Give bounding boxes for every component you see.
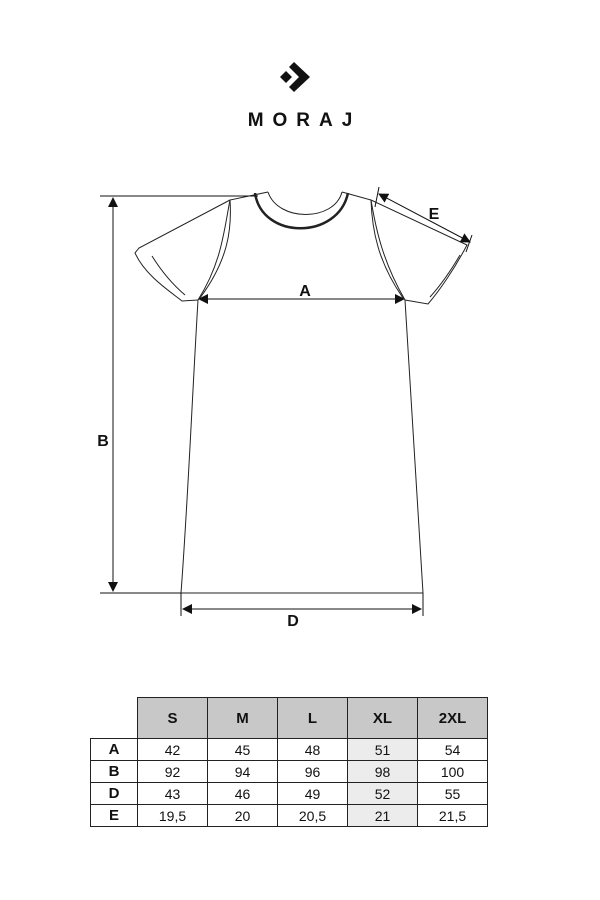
right-cuff-seam [430, 255, 460, 297]
dimension-b [100, 196, 258, 593]
table-cell: 100 [418, 761, 488, 783]
e-arrow [379, 194, 470, 242]
neckline-outer [255, 193, 348, 228]
left-cuff-seam [152, 256, 185, 295]
size-header-xl: XL [348, 698, 418, 739]
row-label: E [91, 805, 138, 827]
neckline-inner [268, 192, 342, 215]
dress-outline [135, 192, 467, 593]
table-cell: 54 [418, 739, 488, 761]
table-cell: 98 [348, 761, 418, 783]
table-row [91, 739, 488, 761]
table-cell: 21,5 [418, 805, 488, 827]
table-cell: 51 [348, 739, 418, 761]
dimension-e [375, 187, 472, 252]
table-row [91, 761, 488, 783]
row-label: B [91, 761, 138, 783]
size-header-l: L [278, 698, 348, 739]
table-cell: 42 [138, 739, 208, 761]
table-corner [91, 698, 138, 739]
table-cell: 19,5 [138, 805, 208, 827]
e-label: E [428, 206, 440, 223]
row-label: A [91, 739, 138, 761]
table-cell: 21 [348, 805, 418, 827]
table-cell: 45 [208, 739, 278, 761]
table-cell: 94 [208, 761, 278, 783]
table-cell: 20,5 [278, 805, 348, 827]
left-armhole-seam [200, 200, 230, 298]
size-header-2xl: 2XL [418, 698, 488, 739]
right-armhole-seam [371, 200, 403, 298]
b-label: B [97, 433, 109, 450]
size-chart-table [90, 697, 488, 827]
table-cell: 46 [208, 783, 278, 805]
e-extension-bottom [466, 235, 472, 252]
row-label: D [91, 783, 138, 805]
table-cell: 92 [138, 761, 208, 783]
table-cell: 52 [348, 783, 418, 805]
d-label: D [287, 613, 299, 630]
table-cell: 43 [138, 783, 208, 805]
table-cell: 20 [208, 805, 278, 827]
dress-body [181, 192, 423, 593]
table-cell: 48 [278, 739, 348, 761]
table-row [91, 783, 488, 805]
table-row [91, 805, 488, 827]
brand-name: MORAJ [247, 110, 362, 131]
left-sleeve [135, 200, 230, 301]
size-header-s: S [138, 698, 208, 739]
size-header-row [91, 698, 488, 739]
a-label: A [299, 283, 311, 300]
table-cell: 49 [278, 783, 348, 805]
table-cell: 55 [418, 783, 488, 805]
size-header-m: M [208, 698, 278, 739]
dimension-d [181, 593, 423, 616]
table-cell: 96 [278, 761, 348, 783]
